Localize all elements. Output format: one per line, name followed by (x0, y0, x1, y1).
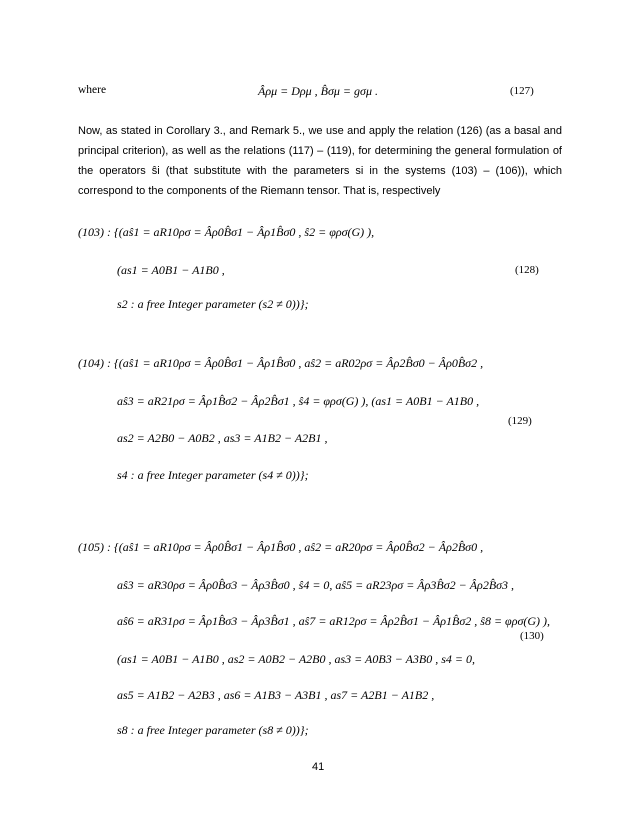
eq128-line3: s2 : a free Integer parameter (s2 ≠ 0))}; (117, 297, 309, 311)
eq130-line2: aŝ3 = aR30ρσ = Âρ0B̂σ3 − Âρ3B̂σ0 , ŝ4 = 0, aŝ5 = aR23ρσ = Âρ3B̂σ2 − Âρ2B̂σ3 , (117, 578, 515, 592)
equation-127: Âρμ = Dρμ , B̂σμ = gσμ . (258, 84, 378, 98)
equation-number-130: (130) (520, 630, 544, 642)
equation-number-127: (127) (510, 85, 534, 97)
eq129-line4: s4 : a free Integer parameter (s4 ≠ 0))}; (117, 468, 309, 482)
equation-number-129: (129) (508, 415, 532, 427)
eq129-line1: (104) : {(aŝ1 = aR10ρσ = Âρ0B̂σ1 − Âρ1B̂σ0 , aŝ2 = aR02ρσ = Âρ2B̂σ0 − Âρ0B̂σ2 , (78, 356, 484, 370)
eq128-line2: (as1 = A0B1 − A1B0 , (117, 263, 225, 277)
eq129-line3: as2 = A2B0 − A0B2 , as3 = A1B2 − A2B1 , (117, 431, 328, 445)
equation-number-128: (128) (515, 264, 539, 276)
page-number: 41 (312, 761, 325, 773)
eq130-line6: s8 : a free Integer parameter (s8 ≠ 0))}; (117, 723, 309, 737)
body-paragraph: Now, as stated in Corollary 3., and Remark 5., we use and apply the relation (126) (as a basal and principal criterion), as well as the relations (117) – (119), for determining the general formulation of the operators ŝi (that substitute with the parameters si in the systems (103) – (106)), which correspond to the components of the Riemann tensor. That is, respectively (78, 125, 562, 197)
eq130-line3: aŝ6 = aR31ρσ = Âρ1B̂σ3 − Âρ3B̂σ1 , aŝ7 = aR12ρσ = Âρ2B̂σ1 − Âρ1B̂σ2 , ŝ8 = φρσ(G) ), (117, 614, 551, 628)
eq130-line4: (as1 = A0B1 − A1B0 , as2 = A0B2 − A2B0 , as3 = A0B3 − A3B0 , s4 = 0, (117, 652, 476, 666)
where-label: where (78, 84, 107, 96)
eq128-line1: (103) : {(aŝ1 = aR10ρσ = Âρ0B̂σ1 − Âρ1B̂σ0 , ŝ2 = φρσ(G) ), (78, 225, 375, 239)
eq130-line1: (105) : {(aŝ1 = aR10ρσ = Âρ0B̂σ1 − Âρ1B̂σ0 , aŝ2 = aR20ρσ = Âρ0B̂σ2 − Âρ2B̂σ0 , (78, 540, 484, 554)
eq129-line2: aŝ3 = aR21ρσ = Âρ1B̂σ2 − Âρ2B̂σ1 , ŝ4 = φρσ(G) ), (as1 = A0B1 − A1B0 , (117, 394, 480, 408)
eq130-line5: as5 = A1B2 − A2B3 , as6 = A1B3 − A3B1 , as7 = A2B1 − A1B2 , (117, 688, 435, 702)
